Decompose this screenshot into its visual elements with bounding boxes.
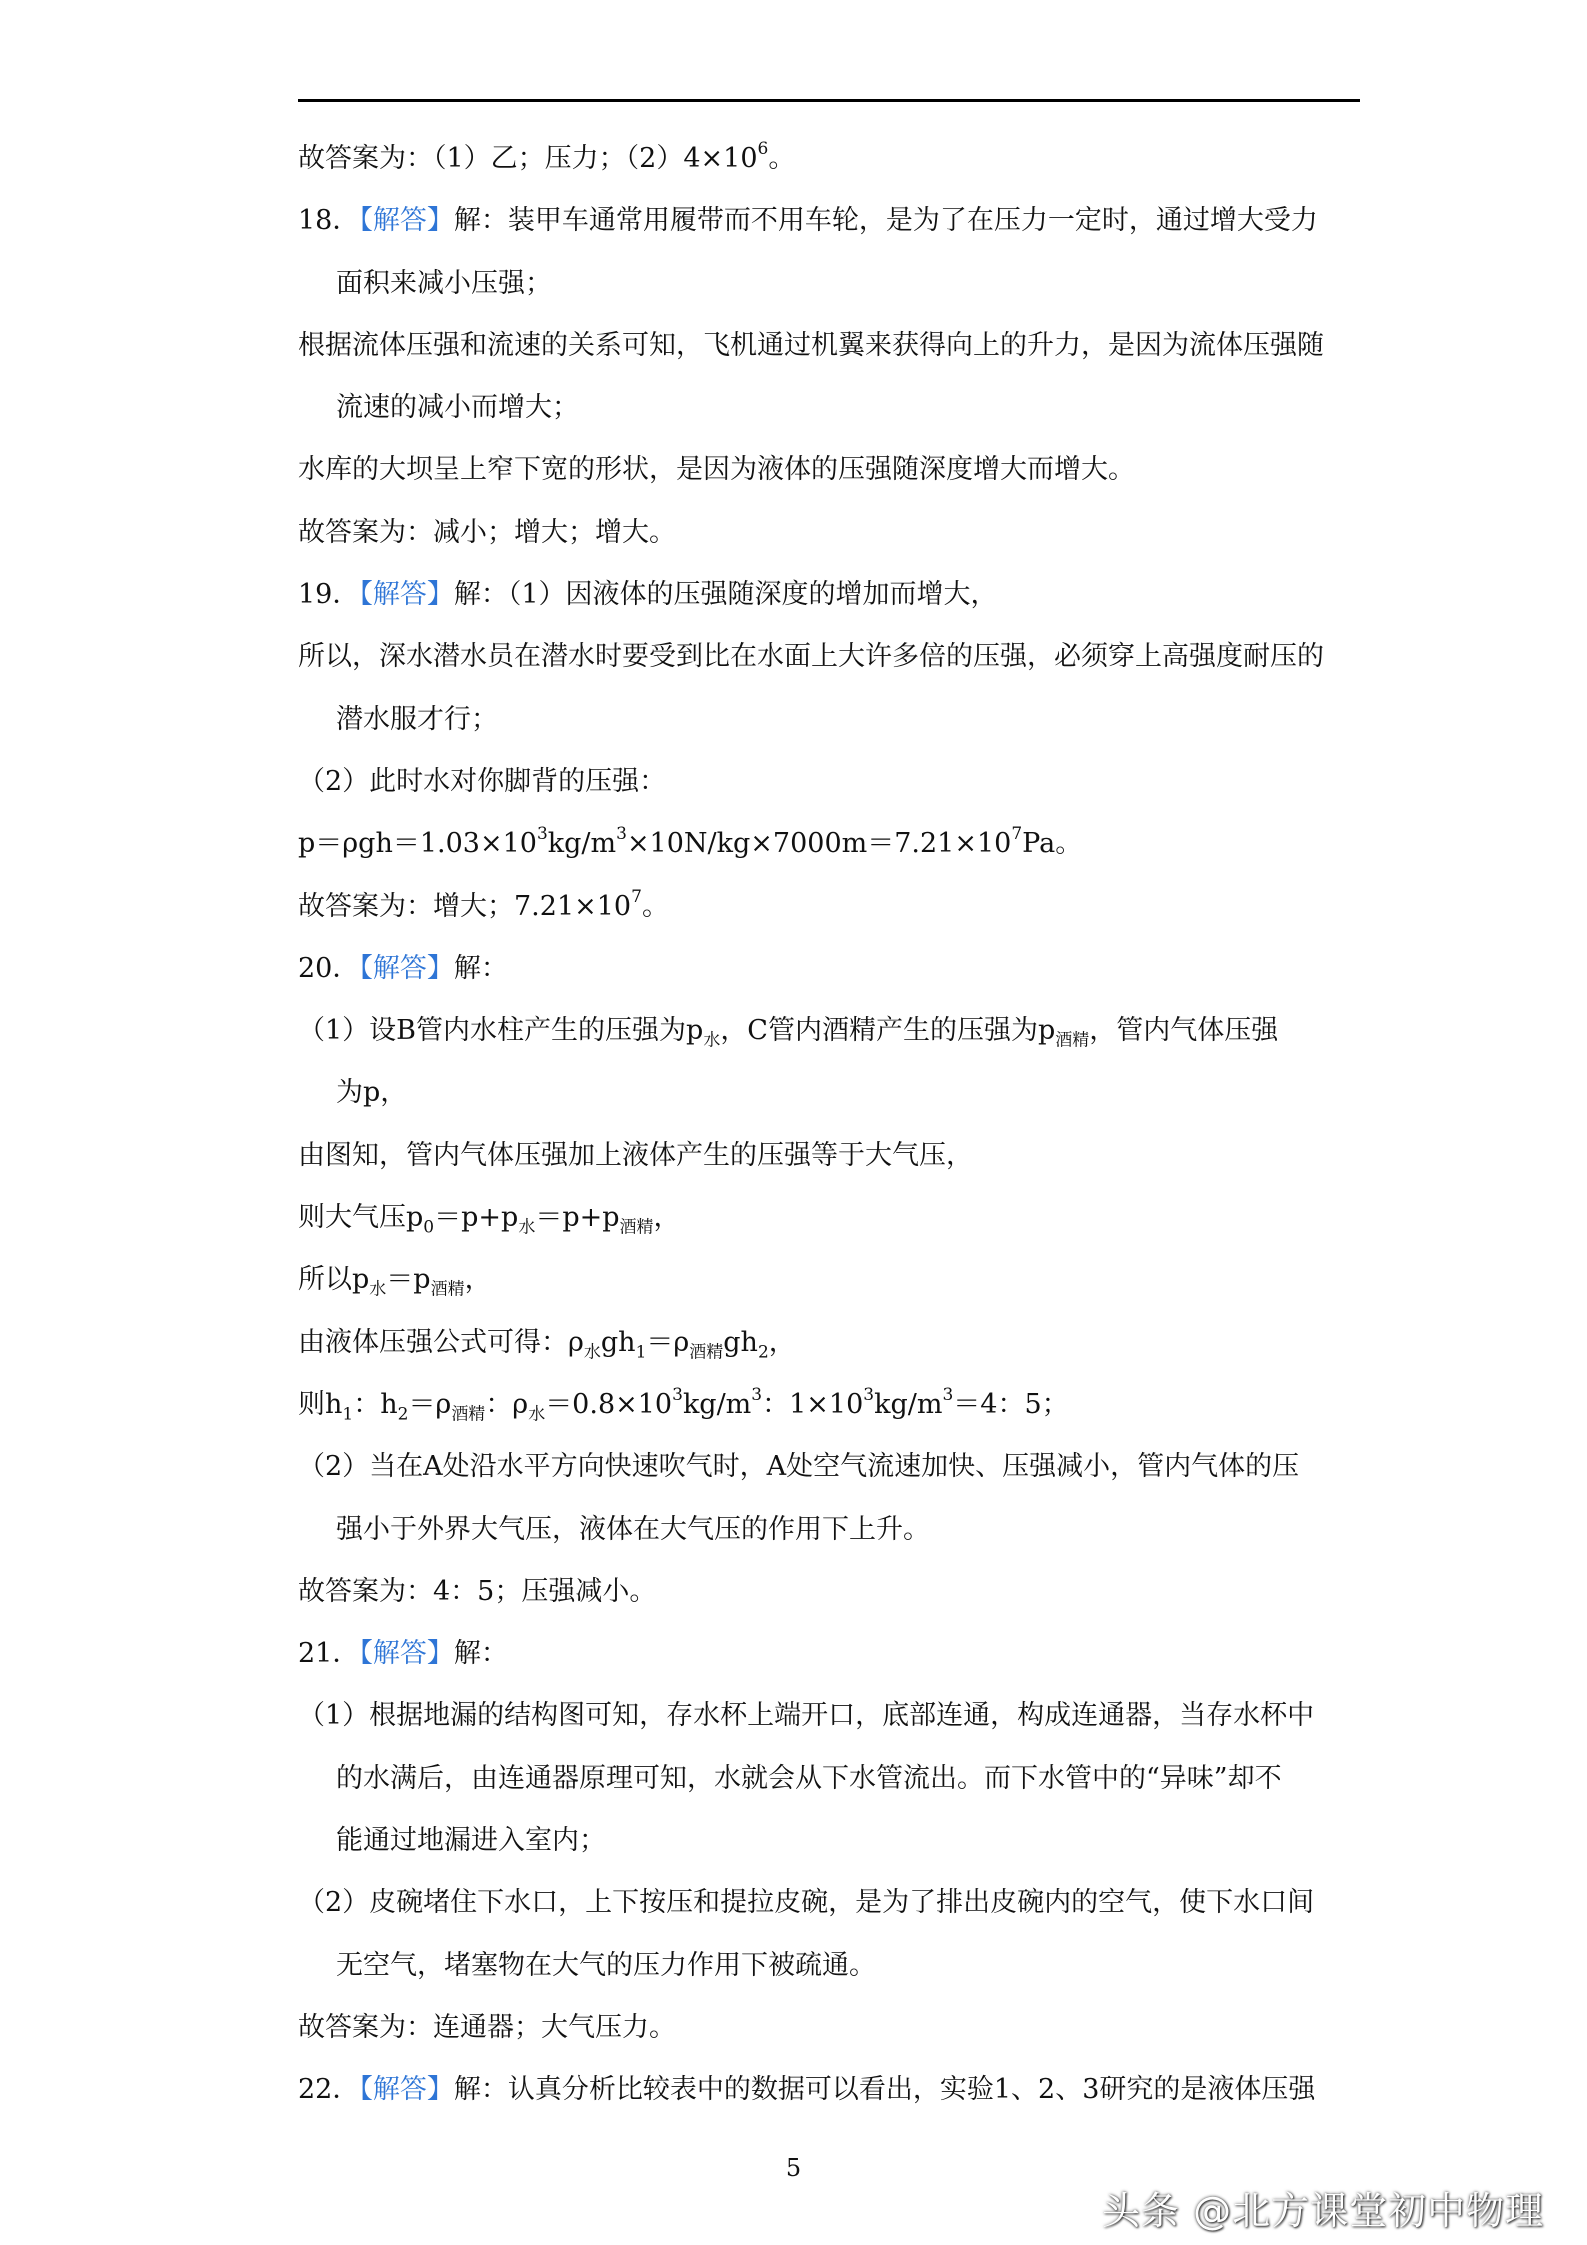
answer-tag: 【解答】 (359, 952, 454, 984)
text-line (298, 938, 1360, 1000)
text-run: 故答案为：（1）乙；压力；（2）4×10 (298, 143, 758, 174)
text-run: ：ρ (485, 1388, 529, 1420)
text-run: 。 (641, 890, 669, 922)
text-line (298, 1810, 1360, 1872)
text-line (298, 1312, 1360, 1374)
text-run: ＝p+p (434, 1202, 519, 1234)
text-run: ， (464, 1264, 492, 1296)
text-line (298, 1062, 1360, 1124)
text-line (298, 689, 1360, 751)
header-rule (298, 99, 1360, 102)
text-run: 流速的减小而增大； (336, 392, 579, 424)
text-run: 根据流体压强和流速的关系可知，飞机通过机翼来获得向上的升力，是因为流体压强随 (298, 329, 1324, 361)
text-run: ， (768, 1326, 796, 1358)
text-run: kg/m (682, 1388, 752, 1420)
text-run: ＝p (386, 1264, 431, 1296)
text-run: 面积来减小压强； (336, 267, 552, 299)
text-line (298, 253, 1360, 315)
text-run: 强小于外界大气压，液体在大气压的作用下上升。 (336, 1513, 930, 1545)
text-run: ，C管内酒精产生的压强为p (720, 1015, 1056, 1047)
text-run: ＝ρ (408, 1388, 452, 1420)
superscript: 3 (672, 1384, 683, 1405)
text-line (298, 1499, 1360, 1561)
subscript: 2 (757, 1342, 769, 1363)
text-line (298, 2059, 1360, 2121)
text-run: 解：装甲车通常用履带而不用车轮，是为了在压力一定时，通过增大受力 (453, 205, 1318, 237)
text-run: 能通过地漏进入室内； (336, 1825, 606, 1857)
text-run: 故答案为：4：5；压强减小。 (298, 1575, 657, 1607)
text-run: ＝0.8×10 (545, 1388, 673, 1420)
text-run: （1）根据地漏的结构图可知，存水杯上端开口，底部连通，构成连通器，当存水杯中 (298, 1700, 1315, 1732)
subscript: 2 (397, 1404, 409, 1425)
text-run: 故答案为：减小；增大；增大。 (298, 516, 676, 548)
text-run: 解： (453, 952, 508, 984)
subscript: 1 (635, 1342, 647, 1363)
text-run: 由图知，管内气体压强加上液体产生的压强等于大气压， (298, 1139, 973, 1171)
text-run: 解： (453, 1638, 508, 1670)
subscript: 水 (528, 1404, 546, 1425)
text-line (298, 1935, 1360, 1997)
subscript: 酒精 (1055, 1030, 1090, 1051)
text-run: （2）当在A处沿水平方向快速吹气时，A处空气流速加快、压强减小，管内气体的压 (298, 1451, 1300, 1483)
text-run: 潜水服才行； (336, 703, 498, 735)
text-run: 的水满后，由连通器原理可知，水就会从下水管流出。而下水管中的“异味”却不 (336, 1762, 1282, 1794)
text-run: ＝ρ (646, 1326, 690, 1358)
text-line (298, 1685, 1360, 1747)
text-run: ：1×10 (762, 1388, 864, 1420)
watermark: 头条 @北方课堂初中物理 (1102, 2189, 1545, 2233)
text-run: gh (600, 1326, 636, 1358)
text-line (298, 1125, 1360, 1187)
text-line (298, 377, 1360, 439)
text-run: kg/m (874, 1388, 943, 1420)
answer-tag: 【解答】 (359, 579, 454, 611)
subscript: 酒精 (430, 1279, 465, 1300)
superscript: 3 (536, 824, 548, 845)
text-line (298, 626, 1360, 688)
text-line (298, 813, 1360, 875)
text-run: 则大气压p (298, 1202, 424, 1234)
subscript: 1 (342, 1404, 354, 1425)
answer-tag: 【解答】 (359, 2074, 454, 2106)
text-line (298, 1561, 1360, 1623)
text-run: 故答案为：增大；7.21×10 (298, 890, 632, 922)
text-run: 所以，深水潜水员在潜水时要受到比在水面上大许多倍的压强，必须穿上高强度耐压的 (298, 641, 1324, 673)
text-line (298, 1436, 1360, 1498)
text-line (298, 1000, 1360, 1062)
text-run: （1）设B管内水柱产生的压强为p (298, 1015, 704, 1047)
text-run: 为p， (336, 1077, 408, 1109)
text-line (298, 564, 1360, 626)
text-run: ， (653, 1202, 681, 1234)
superscript: 3 (863, 1384, 875, 1405)
text-line (298, 502, 1360, 564)
page-number: 5 (785, 2154, 802, 2182)
superscript: 3 (616, 824, 627, 845)
text-run: 解：（1）因液体的压强随深度的增加而增大， (453, 579, 998, 611)
subscript: 水 (518, 1217, 536, 1238)
text-run: 解：认真分析比较表中的数据可以看出，实验1、2、3研究的是液体压强 (453, 2074, 1316, 2106)
text-run: 18． (298, 205, 360, 237)
text-run: （2）皮碗堵住下水口，上下按压和提拉皮碗，是为了排出皮碗内的空气，使下水口间 (298, 1887, 1315, 1919)
superscript: 6 (757, 139, 769, 159)
superscript: 7 (1011, 824, 1023, 845)
text-run: 则h (298, 1388, 343, 1420)
text-run: （2）此时水对你脚背的压强： (298, 765, 667, 797)
subscript: 酒精 (689, 1342, 724, 1363)
text-run: ＝4：5； (953, 1388, 1069, 1420)
superscript: 7 (631, 886, 642, 907)
text-line (298, 439, 1360, 501)
text-run: p＝ρgh＝1.03×10 (298, 828, 537, 860)
text-run: 22． (298, 2074, 360, 2106)
text-run: ×10N/kg×7000m＝7.21×10 (626, 828, 1012, 860)
text-line (298, 190, 1360, 252)
text-line (298, 876, 1360, 938)
text-run: 故答案为：连通器；大气压力。 (298, 2011, 676, 2043)
text-run: ＝p+p (535, 1202, 620, 1234)
text-run: 所以p (298, 1264, 370, 1296)
text-line (298, 1748, 1360, 1810)
subscript: 0 (423, 1217, 435, 1238)
text-run: 水库的大坝呈上窄下宽的形状，是因为液体的压强随深度增大而增大。 (298, 454, 1135, 486)
text-run: kg/m (547, 828, 617, 860)
text-line (298, 1187, 1360, 1249)
subscript: 水 (369, 1279, 387, 1300)
text-run: 21． (298, 1638, 360, 1670)
subscript: 水 (703, 1030, 721, 1051)
text-run: 由液体压强公式可得：ρ (298, 1326, 584, 1358)
answer-tag: 【解答】 (359, 205, 454, 237)
text-line (298, 1374, 1360, 1436)
answer-content (298, 128, 1360, 2122)
text-line (298, 315, 1360, 377)
text-run: gh (723, 1326, 758, 1358)
subscript: 酒精 (451, 1404, 486, 1425)
subscript: 水 (583, 1342, 601, 1363)
answer-tag: 【解答】 (359, 1638, 454, 1670)
text-run: 无空气，堵塞物在大气的压力作用下被疏通。 (336, 1949, 876, 1981)
text-run: 。 (768, 143, 796, 174)
text-line (298, 751, 1360, 813)
text-run: ，管内气体压强 (1089, 1015, 1279, 1047)
text-line (298, 1623, 1360, 1685)
text-line (298, 128, 1360, 190)
text-line (298, 1997, 1360, 2059)
text-run: Pa。 (1022, 828, 1083, 860)
text-run: 19． (298, 579, 360, 611)
superscript: 3 (751, 1384, 763, 1405)
text-line (298, 1249, 1360, 1311)
superscript: 3 (942, 1384, 954, 1405)
text-run: ：h (353, 1388, 398, 1420)
text-line (298, 1872, 1360, 1934)
text-run: 20． (298, 952, 360, 984)
subscript: 酒精 (619, 1217, 654, 1238)
